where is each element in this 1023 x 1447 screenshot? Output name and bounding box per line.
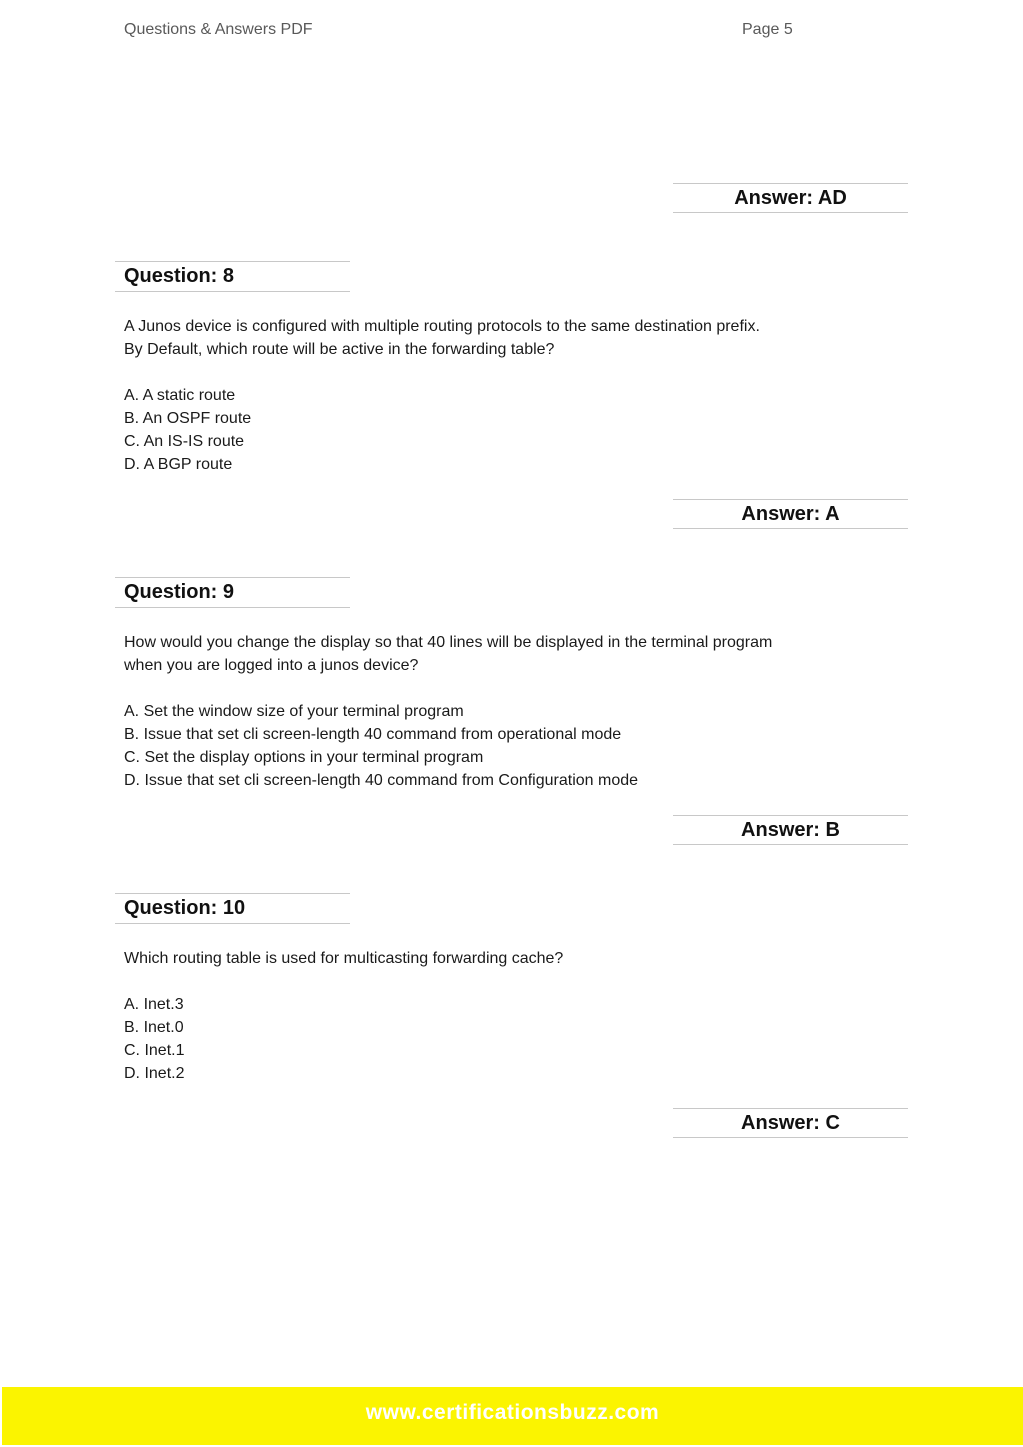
- footer-website-link[interactable]: www.certificationsbuzz.com: [2, 1387, 1023, 1445]
- question-8-body: [124, 315, 760, 476]
- option: C. An IS-IS route: [124, 433, 245, 450]
- option: C. Set the display options in your terminal program: [124, 749, 484, 766]
- page-number: Page 5: [742, 21, 793, 38]
- option: B. Issue that set cli screen-length 40 command from operational mode: [124, 726, 622, 743]
- option: C. Inet.1: [124, 1042, 185, 1059]
- option: A. A static route: [124, 387, 236, 404]
- option: B. An OSPF route: [124, 410, 252, 427]
- header-title: Questions & Answers PDF: [124, 21, 313, 38]
- question-9-body: [124, 631, 772, 792]
- option: D. A BGP route: [124, 456, 233, 473]
- answer-10: Answer: C: [673, 1108, 908, 1138]
- question-text: when you are logged into a junos device?: [124, 657, 419, 674]
- question-10-title: Question: 10: [115, 893, 350, 924]
- question-text: By Default, which route will be active in the forwarding table?: [124, 341, 555, 358]
- question-8-title: Question: 8: [115, 261, 350, 292]
- answer-previous: Answer: AD: [673, 183, 908, 213]
- answer-9: Answer: B: [673, 815, 908, 845]
- option: A. Inet.3: [124, 996, 184, 1013]
- option: D. Inet.2: [124, 1065, 185, 1082]
- question-text: Which routing table is used for multicasting forwarding cache?: [124, 950, 564, 967]
- question-9-title: Question: 9: [115, 577, 350, 608]
- question-10-body: [124, 947, 563, 1085]
- option: A. Set the window size of your terminal program: [124, 703, 464, 720]
- answer-8: Answer: A: [673, 499, 908, 529]
- question-text: A Junos device is configured with multiple routing protocols to the same destination prefix.: [124, 318, 760, 335]
- option: D. Issue that set cli screen-length 40 command from Configuration mode: [124, 772, 639, 789]
- option: B. Inet.0: [124, 1019, 184, 1036]
- question-text: How would you change the display so that 40 lines will be displayed in the terminal program: [124, 634, 773, 651]
